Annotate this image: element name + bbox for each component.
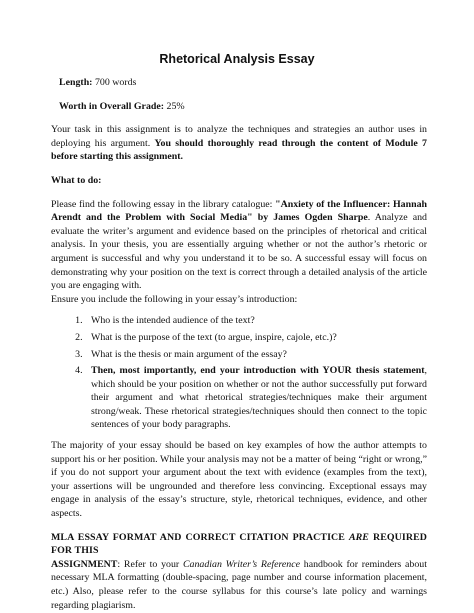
find-paragraph (51, 198, 427, 293)
majority-paragraph: The majority of your essay should be based on key examples of how the author attempts to support his or her position. While your analysis may not be a matter of being “right or wrong,” if you do not support your argument about the text with evidence (examples from the text), your assertions will be ungrounded and therefore less convincing. Exceptional essays may engage in analysis of the essay’s structure, style, rhetorical techniques, evidence, and other aspects. (51, 440, 427, 520)
ensure-line: Ensure you include the following in your essay’s introduction: (51, 293, 298, 305)
worth-value: 25% (164, 100, 185, 112)
list-item: 2. What is the purpose of the text (to argue, inspire, cajole, etc.)? (85, 331, 427, 345)
list-item: 3. What is the thesis or main argument of the essay? (85, 348, 427, 362)
task-emphasis: You should thoroughly read through the content of Module 7 before starting this assignment. (51, 137, 427, 163)
essay-reference: "Anxiety of the Influencer: Hannah Arendt and the Problem with Social Media" by James Ogden Sharpe (51, 198, 427, 224)
find-rest: . Analyze and evaluate the writer’s argument and evidence based on the principles of rhetorical and critical analysis. In your thesis, you are essentially arguing whether or not the author’s rhetoric or argument is successful and why you understand it to be so. A successful essay will focus on demonstrating why your position on the text is correct through a detailed analysis of the article you are engaging with. (51, 212, 427, 292)
find-text: Please find the following essay in the library catalogue: (51, 198, 276, 210)
mla-heading: MLA ESSAY FORMAT AND CORRECT CITATION PRACTICE ARE REQUIRED FOR THIS (51, 531, 427, 557)
intro-checklist (51, 314, 427, 432)
document-body (51, 76, 427, 612)
list-item: 4. Then, most importantly, end your introduction with YOUR thesis statement, which should be your position on whether or not the author successfully put forward their argument and what rhetorical strategies/techniques make their argument strong/weak. These rhetorical strategies/techniques should then connect to the topic sentences of your body paragraphs. (85, 364, 427, 432)
page-title: Rhetorical Analysis Essay (159, 52, 315, 66)
assignment-paragraph: ASSIGNMENT: Refer to your Canadian Writer’s Reference handbook for reminders about necessary MLA formatting (double-spacing, page number and course information placement, etc.) Also, please refer to the course syllabus for this course’s late policy and warnings regarding plagiarism. (51, 558, 427, 611)
length-line (51, 76, 427, 90)
task-paragraph (51, 123, 427, 164)
task-text: Your task in this assignment is to analyze the techniques and strategies an author uses in deploying his argument. (51, 124, 427, 149)
thesis-emphasis: Then, most importantly, end your introduction with YOUR thesis statement (91, 365, 425, 377)
handbook-title: Canadian Writer’s Reference (182, 558, 301, 570)
worth-line (51, 100, 427, 114)
length-value: 700 words (92, 77, 137, 88)
worth-label: Worth in Overall Grade: (59, 100, 165, 112)
list-item: 1. Who is the intended audience of the text? (85, 314, 427, 328)
assignment-label: ASSIGNMENT (51, 558, 118, 570)
what-to-do-heading: What to do: (51, 174, 102, 186)
length-label: Length: (59, 77, 93, 88)
